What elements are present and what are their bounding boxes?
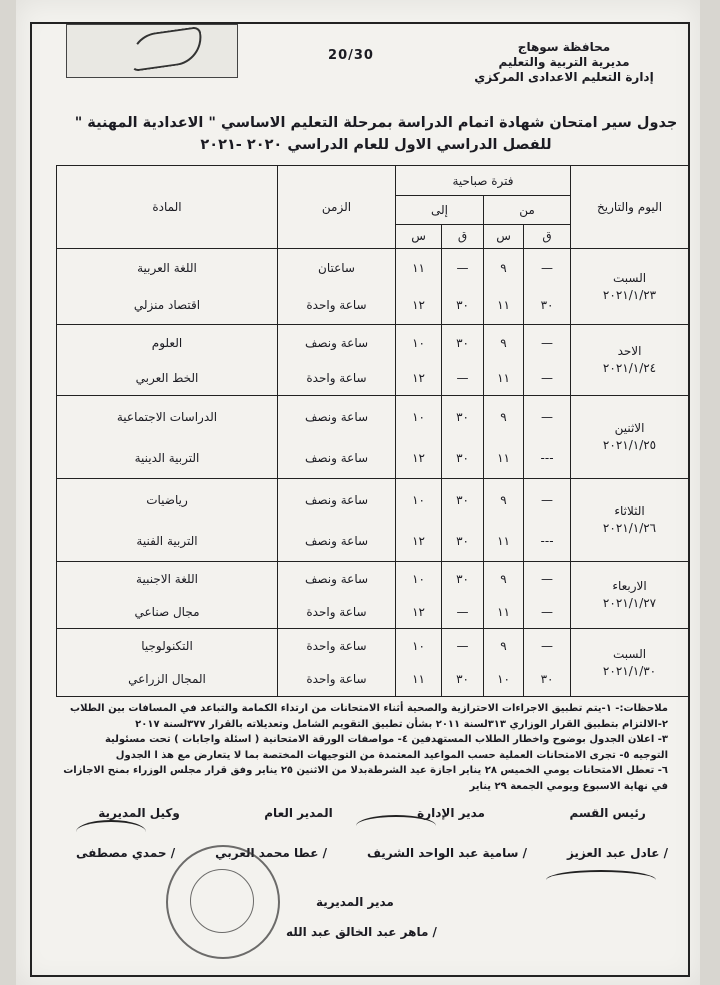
to-minutes-cell: ٣٠ — [442, 396, 484, 438]
to-minutes-cell: ٣٠ — [442, 325, 484, 360]
day-label: الاثنين — [614, 421, 645, 436]
header-directorate: مديرية التربية والتعليم — [498, 55, 630, 69]
from-minutes-cell: — — [524, 325, 571, 360]
sig-title-section-head: رئيس القسم — [569, 806, 646, 820]
duration-cell: ساعة ونصف — [278, 437, 396, 479]
logo-emblem-icon — [127, 26, 205, 72]
to-hours-cell: ١٠ — [396, 396, 442, 438]
to-minutes-cell: — — [442, 249, 484, 287]
header-from-s: س — [484, 224, 524, 248]
from-hours-cell: ١١ — [484, 360, 524, 395]
to-minutes-cell: ٣٠ — [442, 663, 484, 697]
title-line-2: للفصل الدراسي الاول للعام الدراسي ٢٠٢٠ -٢٠٢١ — [200, 137, 552, 153]
date-label: ٢٠٢١/١/٢٣ — [602, 287, 657, 302]
day-label: الثلاثاء — [614, 504, 645, 519]
from-hours-cell: ٩ — [484, 562, 524, 595]
to-minutes-cell: — — [442, 595, 484, 628]
from-minutes-cell: — — [524, 562, 571, 595]
document-sheet — [16, 0, 700, 985]
sig-name-section-head: / عادل عبد العزيز — [566, 846, 668, 860]
header-period: فترة صباحية — [396, 166, 571, 196]
from-hours-cell: ٩ — [484, 479, 524, 521]
day-label: الاربعاء — [612, 579, 647, 594]
sig-name-deputy: / حمدي مصطفى — [76, 846, 176, 860]
from-minutes-cell: --- — [524, 437, 571, 479]
director-title: مدير المديرية — [316, 895, 394, 909]
sig-title-deputy: وكيل المديرية — [98, 806, 180, 820]
date-label: ٢٠٢١/١/٢٧ — [602, 596, 657, 611]
to-hours-cell: ١٢ — [396, 520, 442, 562]
day-date-cell — [571, 325, 689, 396]
subject-cell: التربية الدينية — [57, 437, 278, 479]
subject-cell: اللغة الاجنبية — [57, 562, 278, 595]
to-minutes-cell: ٣٠ — [442, 562, 484, 595]
to-hours-cell: ١٠ — [396, 325, 442, 360]
header-time: الزمن — [278, 166, 396, 249]
day-label: الاحد — [617, 344, 642, 359]
schedule-row — [57, 325, 689, 360]
date-label: ٢٠٢١/١/٢٦ — [602, 521, 657, 536]
to-hours-cell: ١٠ — [396, 479, 442, 521]
to-hours-cell: ١٠ — [396, 562, 442, 595]
schedule-row — [57, 396, 689, 438]
header-subject: المادة — [57, 166, 278, 249]
sig-name-general-director: / عطا محمد العربي — [215, 846, 327, 860]
to-hours-cell: ١٠ — [396, 629, 442, 663]
schedule-row — [57, 249, 689, 287]
sig-title-general-director: المدير العام — [264, 806, 333, 820]
header-from-q: ق — [524, 224, 571, 248]
to-minutes-cell: ٣٠ — [442, 479, 484, 521]
from-minutes-cell: — — [524, 595, 571, 628]
header-governorate: محافظة سوهاج — [517, 40, 611, 54]
note-line: في نهاية الاسبوع ويومي الجمعة ٢٩ يناير — [469, 780, 668, 792]
day-date-cell — [571, 396, 689, 479]
duration-cell: ساعة ونصف — [278, 325, 396, 360]
directorate-logo — [66, 24, 238, 78]
signature-scribble-icon — [76, 820, 146, 844]
from-minutes-cell: — — [524, 629, 571, 663]
subject-cell: مجال صناعي — [57, 595, 278, 628]
sig-name-admin-director: / سامية عبد الواحد الشريف — [366, 846, 527, 860]
duration-cell: ساعة ونصف — [278, 520, 396, 562]
to-hours-cell: ١٢ — [396, 360, 442, 395]
subject-cell: التكنولوجيا — [57, 629, 278, 663]
title-line-1: جدول سير امتحان شهادة اتمام الدراسة بمرحلة التعليم الاساسي " الاعدادية المهنية " — [74, 115, 678, 131]
subject-cell: الخط العربي — [57, 360, 278, 395]
date-label: ٢٠٢١/١/٢٤ — [602, 361, 657, 376]
duration-cell: ساعتان — [278, 249, 396, 287]
note-line: التوجيه ٥- تجرى الامتحانات العملية حسب المواعيد المعتمدة من التوجيهات المختصة بما لا يتعارض مع هذ ا الجدول — [115, 749, 668, 761]
subject-cell: العلوم — [57, 325, 278, 360]
duration-cell: ساعة واحدة — [278, 629, 396, 663]
header-day-date: اليوم والتاريخ — [571, 166, 689, 249]
duration-cell: ساعة ونصف — [278, 479, 396, 521]
day-label: السبت — [612, 270, 647, 285]
from-hours-cell: ١٠ — [484, 663, 524, 697]
from-hours-cell: ٩ — [484, 629, 524, 663]
to-hours-cell: ١٢ — [396, 287, 442, 325]
subject-cell: رياضيات — [57, 479, 278, 521]
header-to-q: ق — [442, 224, 484, 248]
duration-cell: ساعة واحدة — [278, 663, 396, 697]
note-line: ملاحظات:- ١-يتم تطبيق الاجراءات الاحترازية والصحية أثناء الامتحانات من ارتداء الكمامة والتباعد في المسافات بين الطلاب — [70, 703, 668, 714]
header-to: إلى — [396, 196, 484, 224]
day-label: السبت — [612, 646, 647, 661]
from-hours-cell: ٩ — [484, 325, 524, 360]
day-date-cell — [571, 249, 689, 325]
duration-cell: ساعة واحدة — [278, 287, 396, 325]
subject-cell: المجال الزراعي — [57, 663, 278, 697]
duration-cell: ساعة واحدة — [278, 360, 396, 395]
to-hours-cell: ١١ — [396, 663, 442, 697]
from-minutes-cell: ٣٠ — [524, 287, 571, 325]
to-minutes-cell: ٣٠ — [442, 437, 484, 479]
subject-cell: اللغة العربية — [57, 249, 278, 287]
day-date-cell — [571, 562, 689, 629]
from-hours-cell: ١١ — [484, 437, 524, 479]
to-minutes-cell: — — [442, 629, 484, 663]
signature-names — [56, 846, 688, 860]
from-minutes-cell: — — [524, 396, 571, 438]
from-minutes-cell: — — [524, 479, 571, 521]
from-hours-cell: ٩ — [484, 396, 524, 438]
duration-cell: ساعة ونصف — [278, 562, 396, 595]
director-name: / ماهر عبد الخالق عبد الله — [286, 925, 437, 939]
notes-block — [22, 701, 668, 794]
from-hours-cell: ٩ — [484, 249, 524, 287]
from-minutes-cell: — — [524, 249, 571, 287]
note-line: ٣- اعلان الجدول بوضوح واخطار الطلاب المستهدفين ٤- مواصفات الورقة الامتحانية ( اسئلة واجابات ) تحت مسئولية — [104, 734, 668, 745]
header-administration: إدارة التعليم الاعدادى المركزي — [474, 70, 654, 84]
date-label: ٢٠٢١/١/٣٠ — [602, 663, 657, 678]
exam-schedule-table — [56, 165, 689, 697]
note-line: ٦- تعطل الامتحانات يومي الخميس ٢٨ يناير اجازة عيد الشرطةبدلا من الاثنين ٢٥ يناير وفق قرار مجلس الوزراء بمنح الاجازات — [63, 765, 668, 776]
subject-cell: الدراسات الاجتماعية — [57, 396, 278, 438]
vision-2030-logo — [316, 30, 386, 72]
to-minutes-cell: ٣٠ — [442, 287, 484, 325]
from-minutes-cell: ٣٠ — [524, 663, 571, 697]
duration-cell: ساعة واحدة — [278, 595, 396, 628]
header-to-s: س — [396, 224, 442, 248]
vision-2030-text: 20/30 — [328, 48, 374, 63]
schedule-row — [57, 629, 689, 663]
from-hours-cell: ١١ — [484, 287, 524, 325]
to-hours-cell: ١٢ — [396, 437, 442, 479]
from-minutes-cell: — — [524, 360, 571, 395]
duration-cell: ساعة ونصف — [278, 396, 396, 438]
header-from: من — [484, 196, 571, 224]
from-minutes-cell: --- — [524, 520, 571, 562]
document-title — [56, 112, 696, 156]
to-hours-cell: ١١ — [396, 249, 442, 287]
day-date-cell — [571, 479, 689, 562]
schedule-row — [57, 562, 689, 595]
from-hours-cell: ١١ — [484, 595, 524, 628]
day-date-cell — [571, 629, 689, 697]
date-label: ٢٠٢١/١/٢٥ — [602, 438, 657, 453]
header-block — [464, 40, 664, 85]
to-minutes-cell: ٣٠ — [442, 520, 484, 562]
subject-cell: التربية الفنية — [57, 520, 278, 562]
to-minutes-cell: — — [442, 360, 484, 395]
signature-scribble-icon — [356, 815, 436, 837]
from-hours-cell: ١١ — [484, 520, 524, 562]
schedule-row — [57, 479, 689, 521]
to-hours-cell: ١٢ — [396, 595, 442, 628]
subject-cell: اقتصاد منزلي — [57, 287, 278, 325]
official-seal-icon — [166, 845, 280, 959]
sig-title-admin-director: مدير الإدارة — [417, 806, 485, 820]
note-line: ٢-الالتزام بتطبيق القرار الوزاري ٣١٣لسنة ٢٠١١ بشأن تطبيق التقويم الشامل وتعديلاته بالقرار ٣٧٧لسنة ٢٠١٧ — [135, 718, 668, 730]
signature-scribble-icon — [546, 870, 656, 890]
